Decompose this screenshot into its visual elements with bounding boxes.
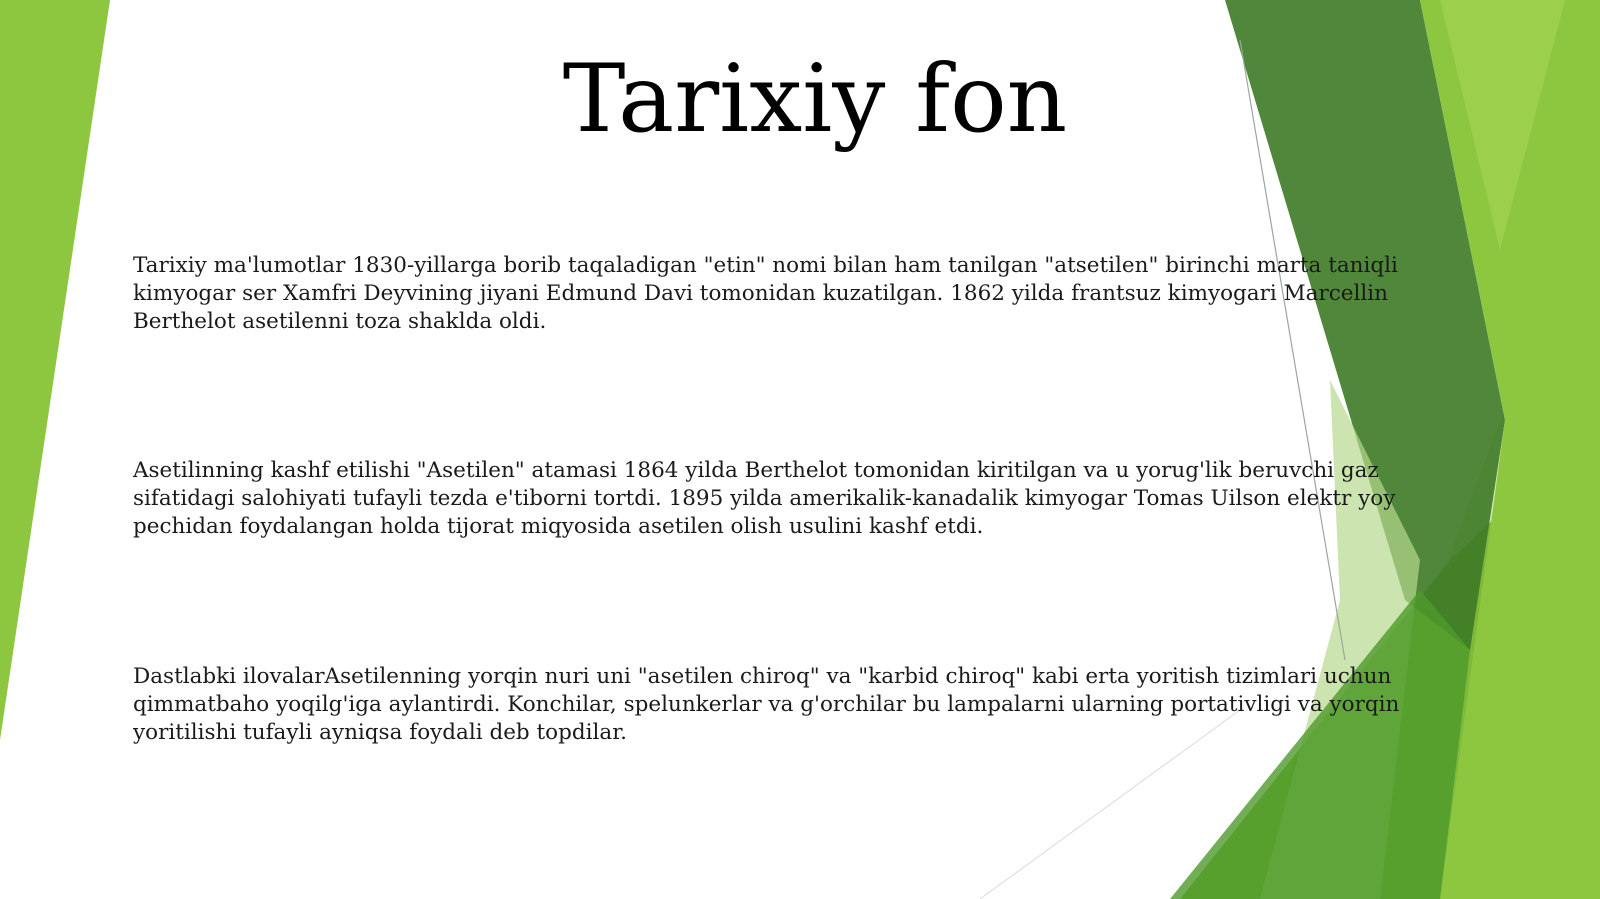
paragraph-early-uses: Dastlabki ilovalarAsetilenning yorqin nuri uni "asetilen chiroq" va "karbid chiroq" kabi erta yoritish tizimlari uchun qimmatbaho yoqilg'iga aylantirdi. Konchilar, spelunkerlar va g'orchilar bu lampalarni ularning portativligi va yorqin yoritilishi tufayli ayniqsa foydali deb topdilar. [133, 664, 1400, 745]
slide-title: Tarixiy fon [562, 45, 1068, 154]
paragraph-history: Tarixiy ma'lumotlar 1830-yillarga borib taqaladigan "etin" nomi bilan ham tanilgan "atsetilen" birinchi marta taniqli kimyogar ser Xamfri Deyvining jiyani Edmund Davi tomonidan kuzatilgan. 1862 yilda frantsuz kimyogari Marcellin Berthelot asetilenni toza shaklda oldi. [133, 253, 1398, 334]
paragraph-discovery: Asetilinning kashf etilishi "Asetilen" atamasi 1864 yilda Berthelot tomonidan kiritilgan va u yorug'lik beruvchi gaz sifatidagi salohiyati tufayli tezda e'tiborni tortdi. 1895 yilda amerikalik-kanadalik kimyogar Tomas Uilson elektr yoy pechidan foydalangan holda tijorat miqyosida asetilen olish usulini kashf etdi. [133, 458, 1396, 539]
